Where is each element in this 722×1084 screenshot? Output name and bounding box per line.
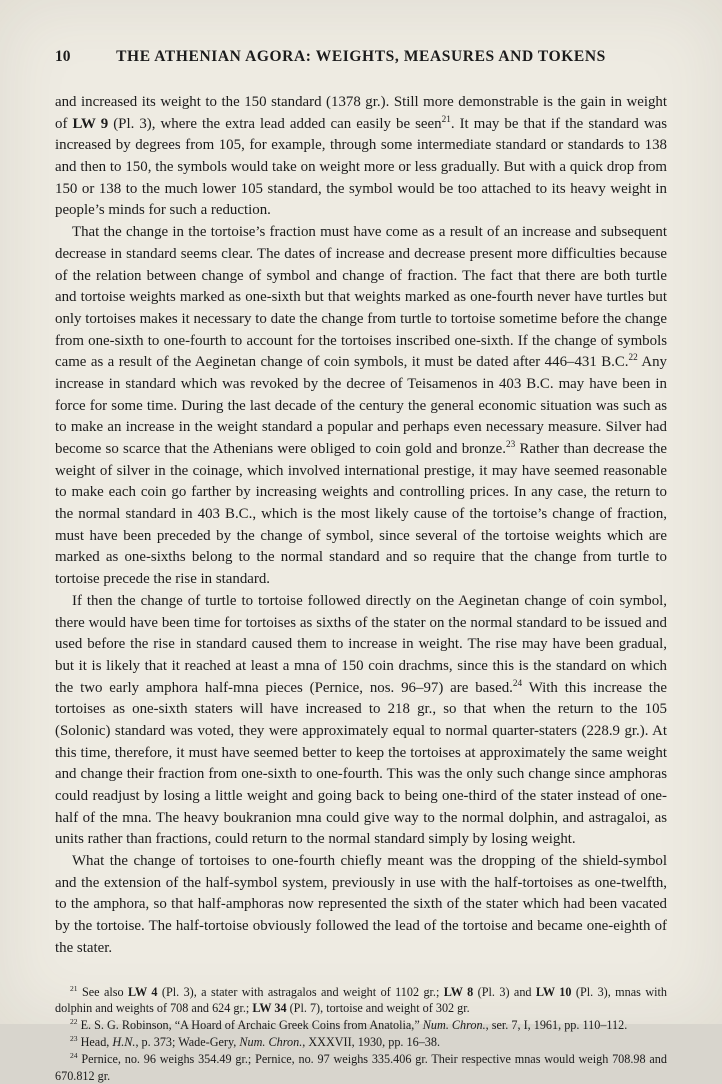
text-segment: LW 8 xyxy=(444,985,473,999)
text-segment: E. S. G. Robinson, “A Hoard of Archaic Greek Coins from Anatolia,” xyxy=(78,1018,423,1032)
paragraph xyxy=(55,222,667,591)
text-segment: LW 34 xyxy=(252,1001,286,1015)
text-segment: Num. Chron. xyxy=(423,1018,486,1032)
page-title: THE ATHENIAN AGORA: WEIGHTS, MEASURES AND TOKENS xyxy=(55,48,667,66)
paragraph xyxy=(55,92,667,222)
text-segment: Pernice, no. 96 weighs 354.49 gr.; Pernice, no. 97 weighs 335.406 gr. Their respective mnas would weigh 708.98 and 670.812 gr. xyxy=(55,1052,667,1083)
footnote-marker: 22 xyxy=(629,352,638,362)
text-segment: LW 10 xyxy=(536,985,572,999)
footnote xyxy=(55,984,667,1018)
page-header xyxy=(55,48,667,70)
footnote xyxy=(55,1034,667,1051)
text-segment: That the change in the tortoise’s fraction must have come as a result of an increase and subsequent decrease in standard seems clear. The dates of increase and decrease present more difficulties because of the relation between change of symbol and change of fraction. The fact that there are both turtle and tortoise weights marked as one-sixth but that weights marked as one-fourth never have turtles but only tortoises makes it necessary to date the change from turtle to tortoise sometime before the change from one-sixth to one-fourth to account for the tortoises inscribed one-sixth. If the change of symbols came as a result of the Aeginetan change of coin symbols, it must be dated after 446–431 B.C. xyxy=(55,224,667,370)
text-segment: What the change of tortoises to one-fourth chiefly meant was the dropping of the shield-symbol and the extension of the half-symbol system, previously in use with the half-tortoises as one-twelfth, to the amphora, so that half-amphoras now represented the sixth of the stater which had been vacated by the tortoise. The half-tortoise obviously followed the lead of the tortoise and became one-eighth of the stater. xyxy=(55,853,667,956)
text-segment: If then the change of turtle to tortoise followed directly on the Aeginetan change of coin symbol, there would have been time for tortoises as sixths of the stater on the normal standard to be issued and used before the rise in standard caused them to increase in weight. The rise may have been gradual, but it is likely that it reached at least a mna of 150 coin drachms, since this is the standard on which the two early amphora half-mna pieces (Pernice, nos. 96–97) are based. xyxy=(55,593,667,696)
footnote xyxy=(55,1051,667,1084)
paragraph xyxy=(55,591,667,851)
text-segment: (Pl. 3), where the extra lead added can easily be seen xyxy=(108,116,441,132)
paragraph xyxy=(55,851,667,959)
text-segment: (Pl. 3), a stater with astragalos and weight of 1102 gr.; xyxy=(157,985,443,999)
footnote-marker: 24 xyxy=(513,678,522,688)
text-segment: H.N. xyxy=(112,1035,135,1049)
footnote-marker: 23 xyxy=(506,439,515,449)
footnote-marker: 23 xyxy=(70,1034,78,1043)
text-segment: Num. Chron. xyxy=(239,1035,302,1049)
footnotes xyxy=(55,984,667,1084)
text-segment: (Pl. 3) and xyxy=(473,985,536,999)
text-segment: and increased its weight to the 150 standard (1378 gr.). Still more demonstrable is the gain in weight of xyxy=(55,94,667,132)
footnote xyxy=(55,1017,667,1034)
text-segment: (Pl. 3), mnas with dolphin and weights of 708 and 624 gr.; xyxy=(55,985,667,1016)
text-segment: Any increase in standard which was revoked by the decree of Teisamenos in 403 B.C. may have been in force for some time. During the last decade of the century the general economic situation was such as to make an increase in the weight standard a popular and perhaps even necessary measure. Silver had become so scarce that the Athenians were obliged to coin gold and bronze. xyxy=(55,354,667,457)
text-segment: , ser. 7, I, 1961, pp. 110–112. xyxy=(486,1018,628,1032)
text-segment: See also xyxy=(78,985,128,999)
text-segment: With this increase the tortoises as one-sixth staters will have increased to 218 gr., so that when the return to the 105 (Solonic) standard was voted, they were approximately equal to normal quarter-staters (228.9 gr.). At this time, therefore, it must have seemed better to keep the tortoises at approximately the same weight and change their fraction from one-sixth to one-fourth. This was the only such change since amphoras could readjust by losing a little weight and going back to being one-third of the stater instead of one-half of the mna. The heavy boukranion mna could give way to the normal dolphin, and astragaloi, as units rather than fractions, could return to the normal standard simply by losing weight. xyxy=(55,680,667,848)
text-segment: (Pl. 7), tortoise and weight of 302 gr. xyxy=(287,1001,470,1015)
footnote-marker: 21 xyxy=(442,114,451,124)
page-number: 10 xyxy=(55,48,71,66)
text-segment: Rather than decrease the weight of silver in the coinage, which involved international prestige, it may have seemed reasonable to make each coin go farther by increasing weights and controlling prices. In any case, the return to the normal standard in 403 B.C., which is the most likely cause of the tortoise’s change of fraction, must have been preceded by the change of symbol, since several of the tortoise weights which are marked as one-sixths belong to the normal standard and so require that the change from turtle to tortoise precede the rise in standard. xyxy=(55,441,667,587)
footnote-marker: 21 xyxy=(70,983,78,992)
text-segment: , p. 373; Wade-Gery, xyxy=(135,1035,239,1049)
text-segment: . It may be that if the standard was increased by degrees from 105, for example, through some intermediate standard or standards to 138 and then to 150, the symbols would take on weight more or less gradually. But with a quick drop from 150 or 138 to the much lower 105 standard, the symbol would be too attached to its heavy weight in people’s minds for such a reduction. xyxy=(55,116,667,219)
body-text xyxy=(55,92,667,960)
text-segment: LW 9 xyxy=(72,116,108,132)
footnote-marker: 24 xyxy=(70,1051,78,1060)
footnote-marker: 22 xyxy=(70,1017,78,1026)
text-segment: , XXXVII, 1930, pp. 16–38. xyxy=(302,1035,440,1049)
text-segment: Head, xyxy=(78,1035,113,1049)
text-segment: LW 4 xyxy=(128,985,157,999)
